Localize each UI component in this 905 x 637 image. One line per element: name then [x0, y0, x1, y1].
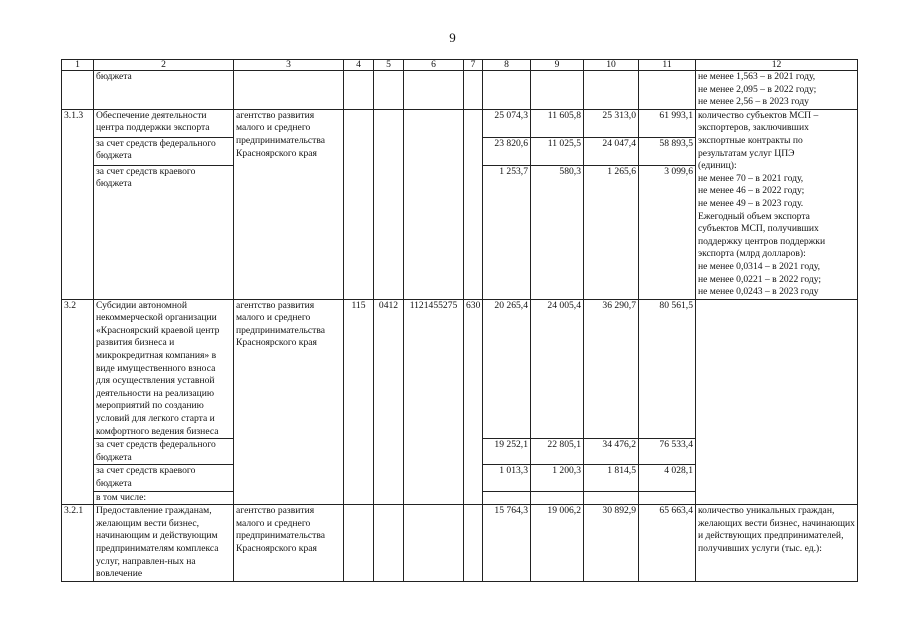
code-cell: 0412: [374, 299, 404, 505]
value-cell: 19 252,1: [483, 439, 531, 465]
value-cell: 25 074,3: [483, 109, 531, 137]
header-cell: 8: [483, 60, 531, 71]
indicator-cell: не менее 1,563 – в 2021 году, не менее 2,095 – в 2022 году; не менее 2,56 – в 2023 году: [696, 71, 858, 110]
row-name: за счет средств краевого бюджета: [94, 465, 234, 491]
value-cell: 61 993,1: [639, 109, 696, 137]
value-cell: 1 265,6: [584, 165, 639, 299]
value-cell: 65 663,4: [639, 505, 696, 582]
indicator-cell: количество уникальных граждан, желающих вести бизнес, начинающих и действующих предпринимателей, получивших услуги (тыс. ед.):: [696, 505, 858, 582]
header-cell: 1: [62, 60, 94, 71]
row-number: 3.1.3: [62, 109, 94, 299]
row-name: в том числе:: [94, 491, 234, 505]
value-cell: 30 892,9: [584, 505, 639, 582]
table-row: [62, 109, 858, 137]
value-cell: 4 028,1: [639, 465, 696, 491]
value-cell: 24 047,4: [584, 137, 639, 165]
table-row: [62, 505, 858, 582]
value-cell: 36 290,7: [584, 299, 639, 439]
row-name: Обеспечение деятельности центра поддержки экспорта: [94, 109, 234, 137]
header-cell: 11: [639, 60, 696, 71]
row-name: за счет средств федерального бюджета: [94, 137, 234, 165]
row-number: 3.2: [62, 299, 94, 505]
value-cell: 20 265,4: [483, 299, 531, 439]
row-name: за счет средств краевого бюджета: [94, 165, 234, 299]
value-cell: 15 764,3: [483, 505, 531, 582]
row-name: бюджета: [94, 71, 234, 110]
header-cell: 3: [234, 60, 344, 71]
table-row: [62, 299, 858, 439]
row-name: за счет средств федерального бюджета: [94, 439, 234, 465]
row-name: Предоставление гражданам, желающим вести бизнес, начинающим и действующим предпринимателям комплекса услуг, направлен-ных на вовлечение: [94, 505, 234, 582]
value-cell: 3 099,6: [639, 165, 696, 299]
header-cell: 4: [344, 60, 374, 71]
value-cell: 1 013,3: [483, 465, 531, 491]
agency-cell: агентство развития малого и среднего предпринимательства Красноярского края: [234, 299, 344, 505]
value-cell: 11 025,5: [531, 137, 584, 165]
agency-cell: агентство развития малого и среднего предпринимательства Красноярского края: [234, 109, 344, 299]
header-cell: 6: [404, 60, 464, 71]
row-name: Субсидии автономной некоммерческой организации «Красноярский краевой центр развития бизнеса и микрокредитная компания» в виде имущественного взноса для осуществления уставной деятельности на реализацию мероприятий по созданию условий для легкого старта и комфортного ведения бизнеса: [94, 299, 234, 439]
value-cell: 1 200,3: [531, 465, 584, 491]
code-cell: 1121455275: [404, 299, 464, 505]
value-cell: 34 476,2: [584, 439, 639, 465]
header-cell: 9: [531, 60, 584, 71]
value-cell: 58 893,5: [639, 137, 696, 165]
header-cell: 10: [584, 60, 639, 71]
value-cell: 11 605,8: [531, 109, 584, 137]
agency-cell: агентство развития малого и среднего предпринимательства Красноярского края: [234, 505, 344, 582]
value-cell: 19 006,2: [531, 505, 584, 582]
header-cell: 2: [94, 60, 234, 71]
code-cell: 115: [344, 299, 374, 505]
table-row: [62, 71, 858, 110]
header-cell: 12: [696, 60, 858, 71]
page-number: 9: [449, 30, 456, 45]
header-cell: 7: [464, 60, 483, 71]
header-cell: 5: [374, 60, 404, 71]
value-cell: 80 561,5: [639, 299, 696, 439]
row-number: 3.2.1: [62, 505, 94, 582]
value-cell: 76 533,4: [639, 439, 696, 465]
program-table: [61, 59, 858, 582]
header-row: [62, 60, 858, 71]
code-cell: 630: [464, 299, 483, 505]
value-cell: 23 820,6: [483, 137, 531, 165]
indicator-cell: количество субъектов МСП – экспортеров, заключивших экспортные контракты по результатам услуг ЦПЭ (единиц): не менее 70 – в 2021 году, не менее 46 – в 2022 году; не менее 49 – в 2023 году. Ежегодный объем экспорта субъектов МСП, получивших поддержку центров поддержки экспорта (млрд долларов): не менее 0,0314 – в 2021 году, не менее 0,0221 – в 2022 году; не менее 0,0243 – в 2023 году: [696, 109, 858, 299]
value-cell: 1 814,5: [584, 465, 639, 491]
value-cell: 580,3: [531, 165, 584, 299]
value-cell: 24 005,4: [531, 299, 584, 439]
value-cell: 22 805,1: [531, 439, 584, 465]
value-cell: 1 253,7: [483, 165, 531, 299]
value-cell: 25 313,0: [584, 109, 639, 137]
